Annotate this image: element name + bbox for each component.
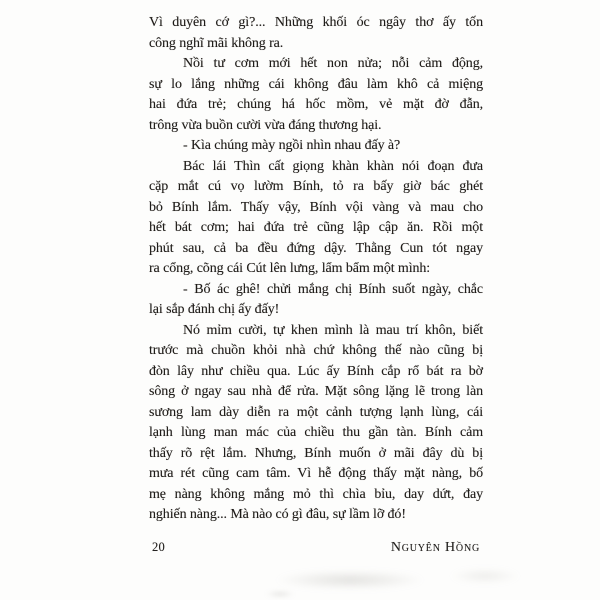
text-line: đòn lây như chiều qua. Lúc ấy Bính cắp rổ bát ra bờ xyxy=(149,363,483,379)
text-line: phút sau, cả ba đều đứng dậy. Thằng Cun tót ngay xyxy=(149,240,483,256)
photo-shadow-smudge xyxy=(275,570,425,590)
text-line: - Kìa chúng mày ngồi nhìn nhau đấy à? xyxy=(183,138,401,153)
text-line: trông vừa buồn cười vừa đáng thương hại. xyxy=(149,117,382,133)
text-line: cặp mắt cú vọ lườm Bính, tỏ ra bấy giờ bác ghét xyxy=(149,179,483,194)
text-line: sông ở ngay sau nhà để rửa. Mặt sông lặng lẽ trong làn xyxy=(149,384,483,399)
paragraph xyxy=(149,13,483,54)
text-line: sự lo lắng những cái không đâu làm khô cả miệng xyxy=(149,76,483,92)
text-line: mưa rét cũng cam tâm. Vì hễ động thấy mặt nàng, bố xyxy=(149,466,483,481)
text-line: trước mà chuồn khỏi nhà chứ không thế nào cũng bị xyxy=(149,343,483,358)
text-line: lại sắp đánh chị ấy đấy! xyxy=(149,302,280,317)
text-line: Nó mỉm cười, tự khen mình là mau trí khôn, biết xyxy=(183,322,483,338)
paragraph xyxy=(149,157,483,280)
text-line: thấy rõ rệt lắm. Nhưng, Bính muốn ở mãi đây dù bị xyxy=(149,445,483,461)
text-line: hết bát cơm; hai đứa trẻ cũng lập cập ăn. Rồi một xyxy=(149,220,483,235)
text-line: mẹ nàng không mắng mỏ thì chìa bỉu, day dứt, đay xyxy=(149,486,483,502)
author-running-footer: Nguyên Hồng xyxy=(390,540,480,555)
photo-shadow-smudge xyxy=(265,590,295,598)
text-line: hai đứa trẻ; chúng há hốc mồm, vẻ mặt đờ đẫn, xyxy=(149,97,483,112)
text-line: nghiến nàng... Mà nào có gì đâu, sự lầm lỡ đó! xyxy=(149,507,406,522)
page-number: 20 xyxy=(152,540,166,554)
paragraph xyxy=(149,280,483,321)
paragraph xyxy=(149,321,483,526)
text-line: ra cổng, cõng cái Cút lên lưng, lẩm bẩm một mình: xyxy=(149,261,431,276)
paragraph xyxy=(149,136,483,157)
text-line: Vì duyên cớ gì?... Những khối óc ngây thơ ấy tốn xyxy=(149,15,483,30)
text-line: - Bố ác ghê! chửi mắng chị Bính suốt ngày, chắc xyxy=(183,281,483,297)
text-line: Bác lái Thìn cất giọng khàn khàn nói đoạn đưa xyxy=(183,158,483,174)
photo-shadow-smudge xyxy=(450,568,520,584)
page-body-text xyxy=(149,13,483,526)
page-footer xyxy=(152,540,480,556)
text-line: công nghĩ mãi không ra. xyxy=(149,35,284,51)
text-line: lạnh lùng man mác của chiều thu gần tàn. Bính cảm xyxy=(149,425,483,440)
text-line: Nồi tư cơm mới hết non nửa; nỗi cảm động, xyxy=(183,56,483,71)
text-line: sương lam dày diễn ra một cảnh tượng lạnh lùng, cái xyxy=(149,404,483,420)
text-line: bỏ Bính lắm. Thấy vậy, Bính vội vàng và mau cho xyxy=(149,199,483,215)
paragraph xyxy=(149,54,483,136)
